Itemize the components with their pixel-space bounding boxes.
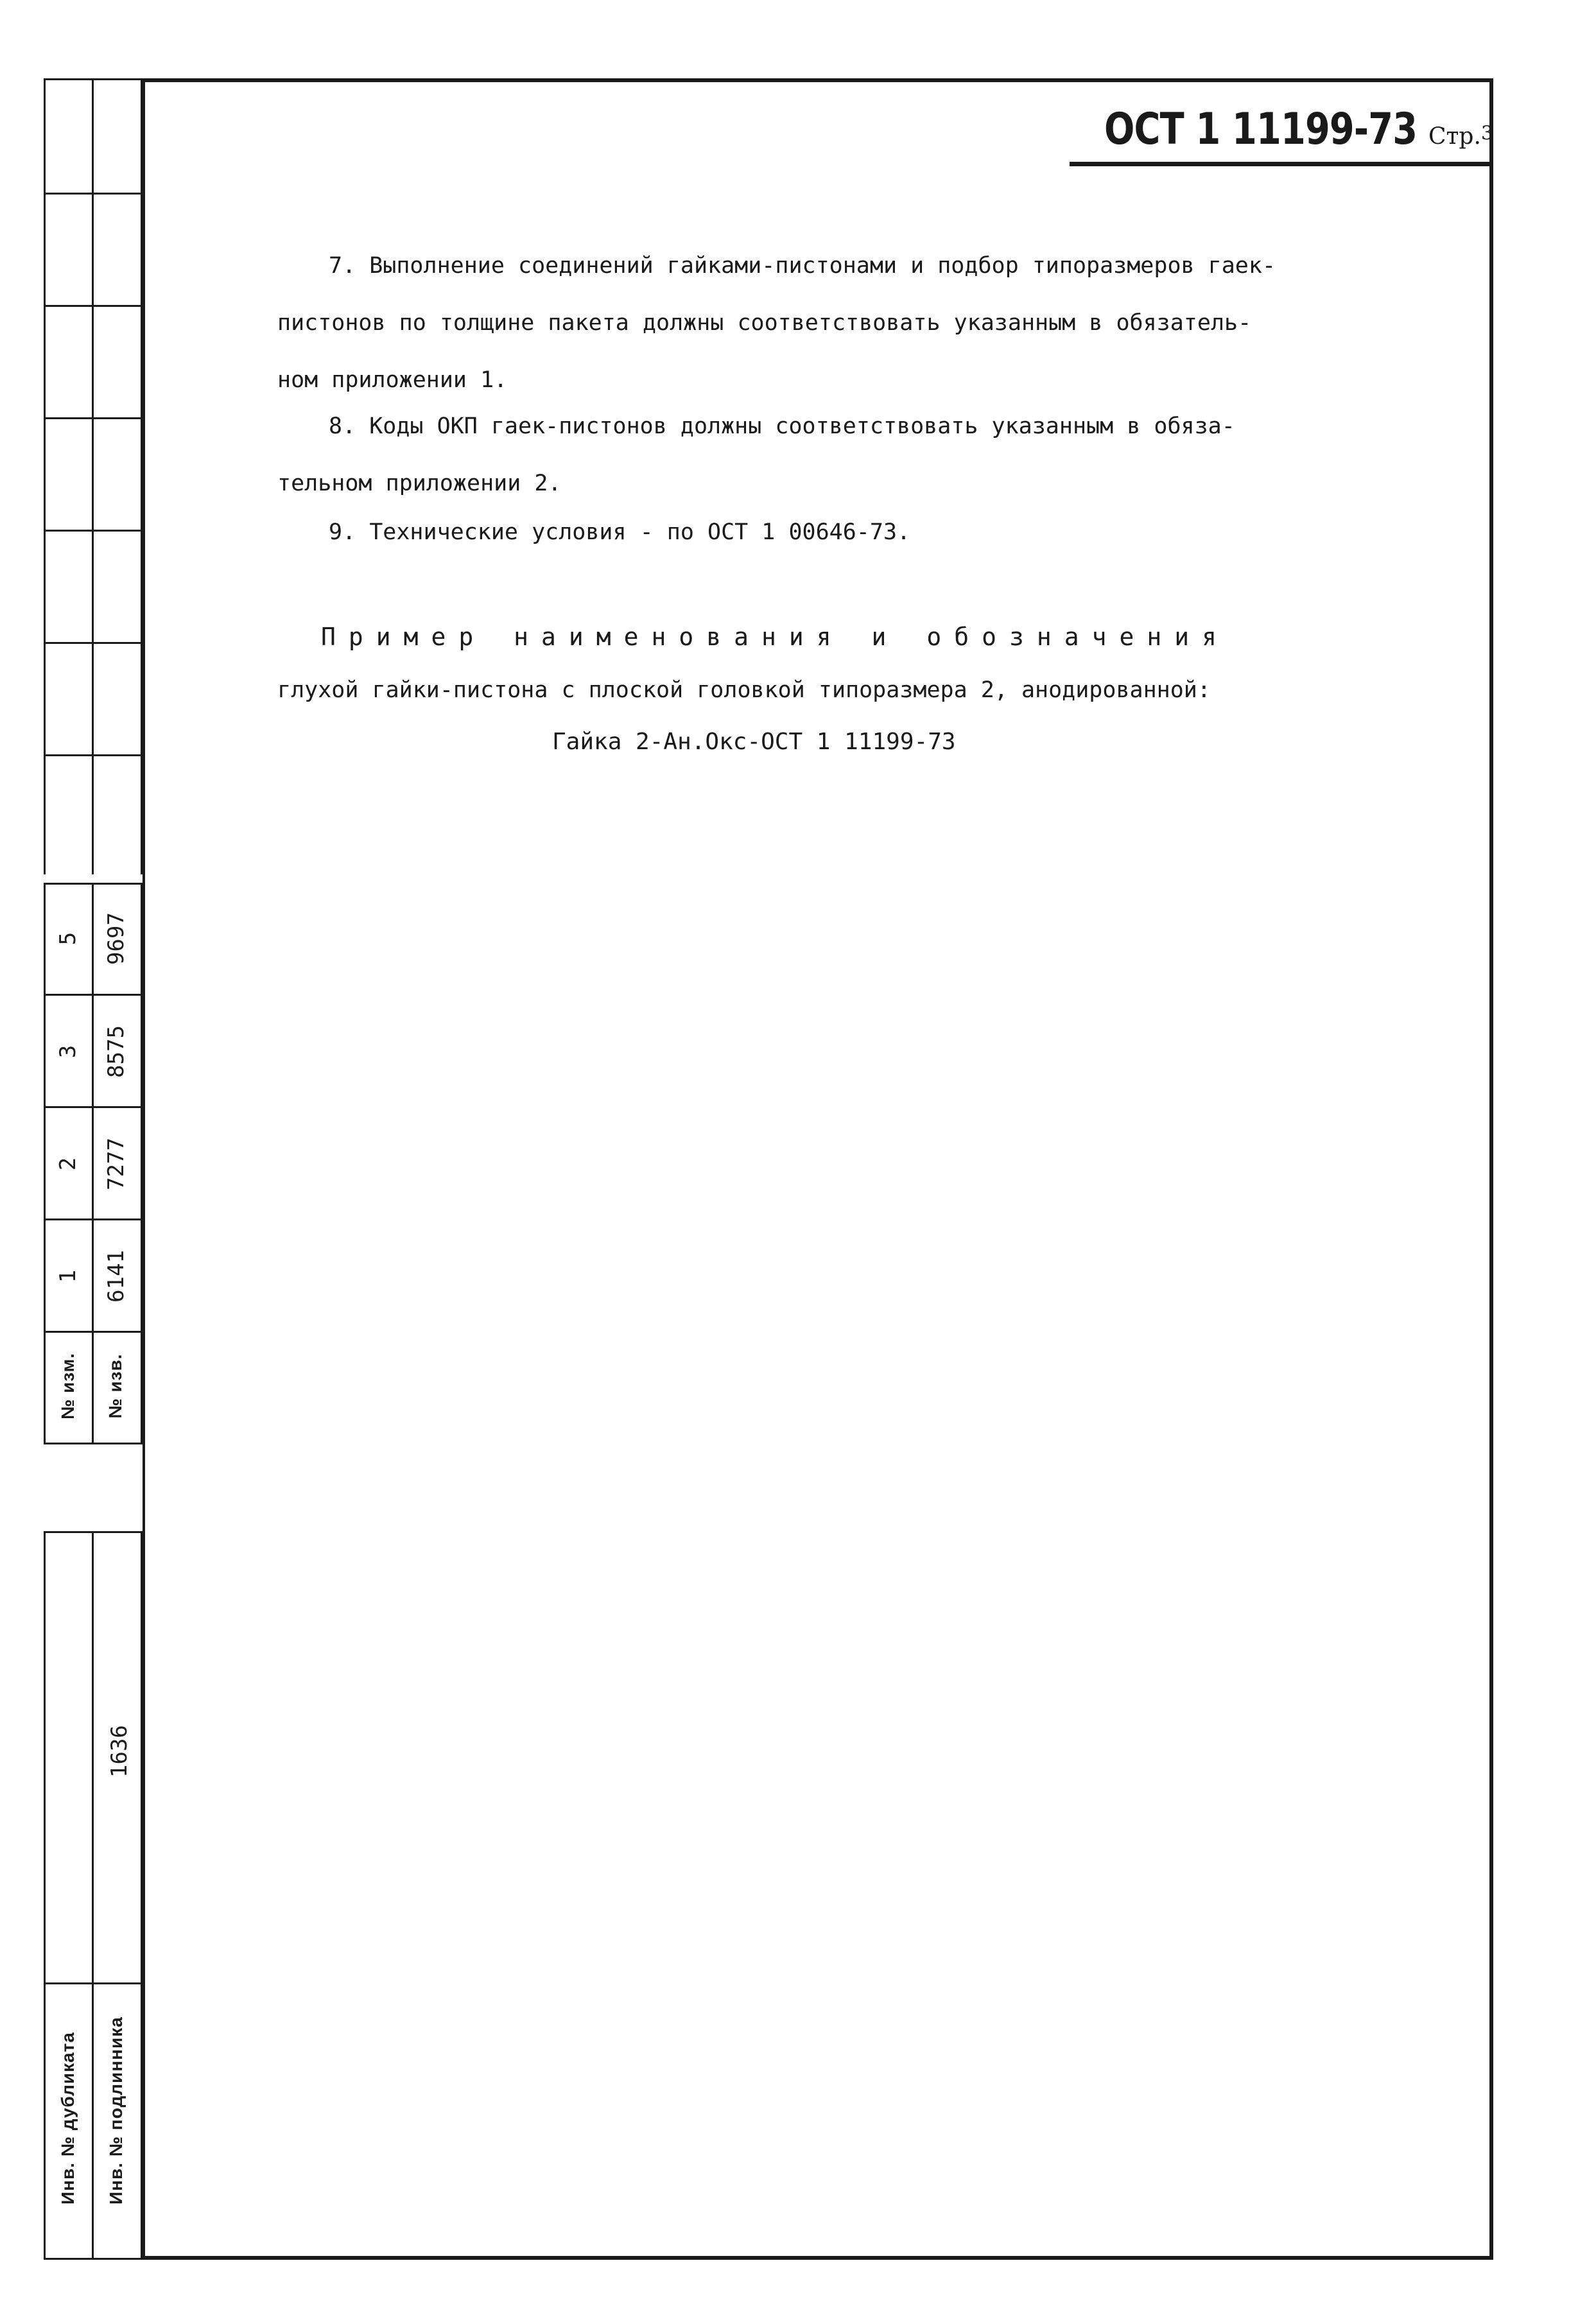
standard-code: ОСТ 1 11199-73 [1104,104,1418,155]
notice-number: 8575 [103,1025,129,1078]
notice-number: 7277 [103,1138,129,1190]
paragraph-line: 9. Технические условия - по ОСТ 1 00646-73. [329,519,911,545]
paragraph-8 [277,398,1394,512]
paragraph-9 [277,504,1394,561]
change-number: 5 [55,932,81,946]
notice-label: № изв. [105,1353,125,1419]
example-title: Пример наименования и обозначения [321,623,1229,651]
change-label: № изм. [58,1353,78,1419]
page-header [1036,104,1493,155]
paragraph-7 [277,238,1394,409]
paragraph-line: 7. Выполнение соединений гайками-пистонами и подбор типоразмеров гаек- [329,253,1276,279]
revision-table [44,883,143,1444]
example-description: глухой гайки-пистона с плоской головкой типоразмера 2, анодированной: [277,677,1211,703]
duplicate-inventory-label: Инв. № дубликата [58,2032,78,2205]
paragraph-line: 8. Коды ОКП гаек-пистонов должны соответствовать указанным в обяза- [329,413,1235,439]
change-number: 1 [55,1269,81,1283]
inventory-table [44,1531,143,2260]
paragraph-line: ном приложении 1. [277,367,508,393]
original-inventory-label: Инв. № подлинника [106,2016,126,2205]
original-inventory-number: 1636 [107,1725,132,1778]
paragraph-line: тельном приложении 2. [277,471,562,496]
page-number: 3 [1480,122,1493,145]
header-underline [1070,162,1493,166]
notice-number: 6141 [103,1250,129,1303]
change-number: 3 [55,1045,81,1059]
notice-number: 9697 [103,912,129,965]
paragraph-line: пистонов по толщине пакета должны соответствовать указанным в обязатель- [277,310,1252,336]
margin-empty-grid [44,78,143,874]
example-designation: Гайка 2-Ан.Окс-ОСТ 1 11199-73 [552,729,956,755]
page-label: Стр. [1428,123,1481,150]
change-number: 2 [55,1157,81,1171]
